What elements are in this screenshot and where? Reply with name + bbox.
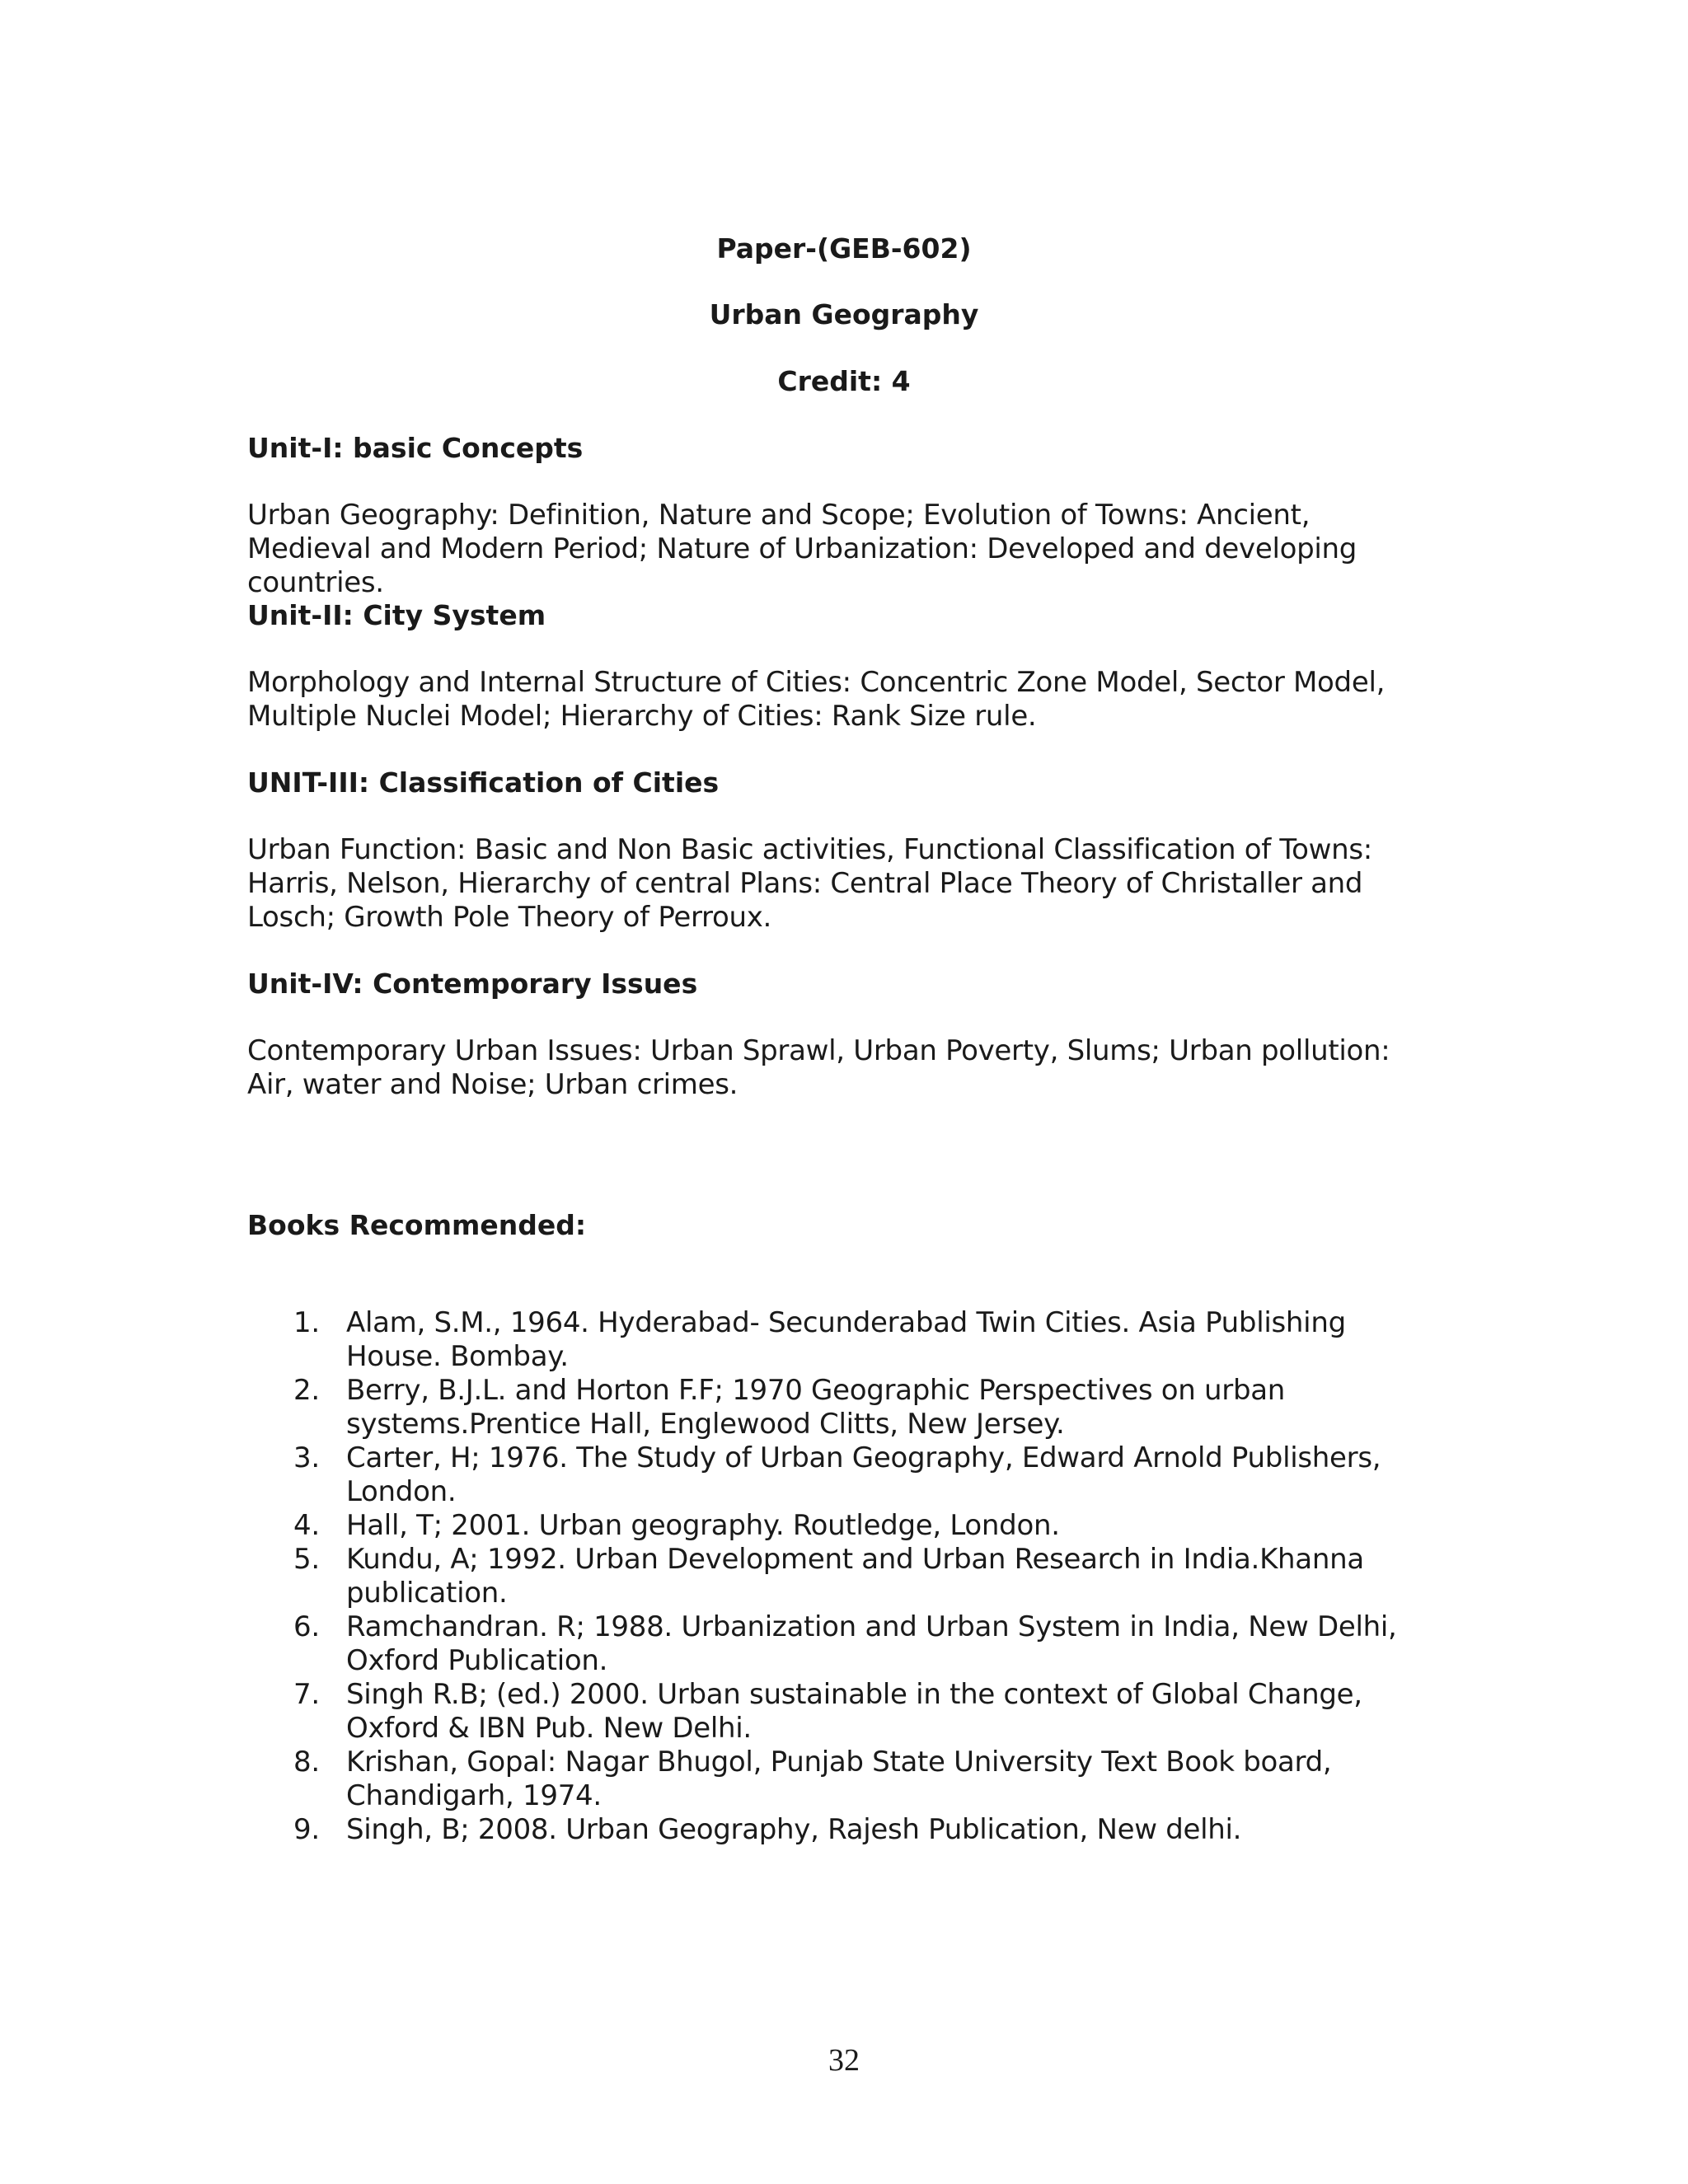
book-citation: Krishan, Gopal: Nagar Bhugol, Punjab State University Text Book board, Chandigarh, 1974. xyxy=(346,1746,1332,1812)
paper-code-heading: Paper-(GEB-602) xyxy=(716,232,972,265)
book-number: 5. xyxy=(293,1543,320,1576)
book-item xyxy=(247,1543,1434,1610)
books-heading: Books Recommended: xyxy=(247,1209,587,1241)
book-number: 4. xyxy=(293,1509,320,1542)
book-number: 8. xyxy=(293,1746,320,1779)
book-item xyxy=(247,1509,1434,1543)
unit-3-body: Urban Function: Basic and Non Basic activities, Functional Classification of Towns: Harris, Nelson, Hierarchy of central Plans: Central Place Theory of Christaller and Losch; Growth Pole Theory of Perroux. xyxy=(247,833,1372,934)
page-number: 32 xyxy=(828,2043,860,2078)
book-item xyxy=(247,1813,1434,1847)
book-citation: Carter, H; 1976. The Study of Urban Geography, Edward Arnold Publishers, London. xyxy=(346,1441,1381,1508)
book-number: 1. xyxy=(293,1306,320,1339)
unit-4-body: Contemporary Urban Issues: Urban Sprawl, Urban Poverty, Slums; Urban pollution: Air, water and Noise; Urban crimes. xyxy=(247,1034,1390,1101)
book-number: 7. xyxy=(293,1678,320,1711)
book-citation: Ramchandran. R; 1988. Urbanization and Urban System in India, New Delhi, Oxford Publication. xyxy=(346,1610,1397,1677)
unit-1-body: Urban Geography: Definition, Nature and Scope; Evolution of Towns: Ancient, Medieval and Modern Period; Nature of Urbanization: Developed and developing countries. xyxy=(247,499,1357,599)
book-item xyxy=(247,1374,1434,1441)
book-number: 6. xyxy=(293,1610,320,1643)
book-citation: Singh, B; 2008. Urban Geography, Rajesh Publication, New delhi. xyxy=(346,1813,1242,1846)
unit-2-body: Morphology and Internal Structure of Cities: Concentric Zone Model, Sector Model, Multiple Nuclei Model; Hierarchy of Cities: Rank Size rule. xyxy=(247,666,1386,733)
credit-label: Credit: 4 xyxy=(777,365,911,397)
book-item xyxy=(247,1746,1434,1813)
book-item xyxy=(247,1441,1434,1509)
unit-3-title: UNIT-III: Classification of Cities xyxy=(247,766,720,799)
unit-1-title: Unit-I: basic Concepts xyxy=(247,432,584,464)
book-citation: Kundu, A; 1992. Urban Development and Urban Research in India.Khanna publication. xyxy=(346,1543,1364,1610)
subject-title: Urban Geography xyxy=(709,298,979,330)
book-citation: Berry, B.J.L. and Horton F.F; 1970 Geographic Perspectives on urban systems.Prentice Hall, Englewood Clitts, New Jersey. xyxy=(346,1374,1286,1441)
book-item xyxy=(247,1610,1434,1678)
book-citation: Singh R.B; (ed.) 2000. Urban sustainable in the context of Global Change, Oxford & IBN Pub. New Delhi. xyxy=(346,1678,1362,1745)
book-number: 2. xyxy=(293,1374,320,1407)
book-item xyxy=(247,1678,1434,1746)
unit-4-title: Unit-IV: Contemporary Issues xyxy=(247,968,698,1000)
book-citation: Alam, S.M., 1964. Hyderabad- Secunderabad Twin Cities. Asia Publishing House. Bombay. xyxy=(346,1306,1346,1373)
book-item xyxy=(247,1306,1434,1374)
unit-2-title: Unit-II: City System xyxy=(247,599,546,631)
book-number: 9. xyxy=(293,1813,320,1846)
books-list xyxy=(247,1306,1434,1847)
book-number: 3. xyxy=(293,1441,320,1474)
book-citation: Hall, T; 2001. Urban geography. Routledge, London. xyxy=(346,1509,1060,1542)
